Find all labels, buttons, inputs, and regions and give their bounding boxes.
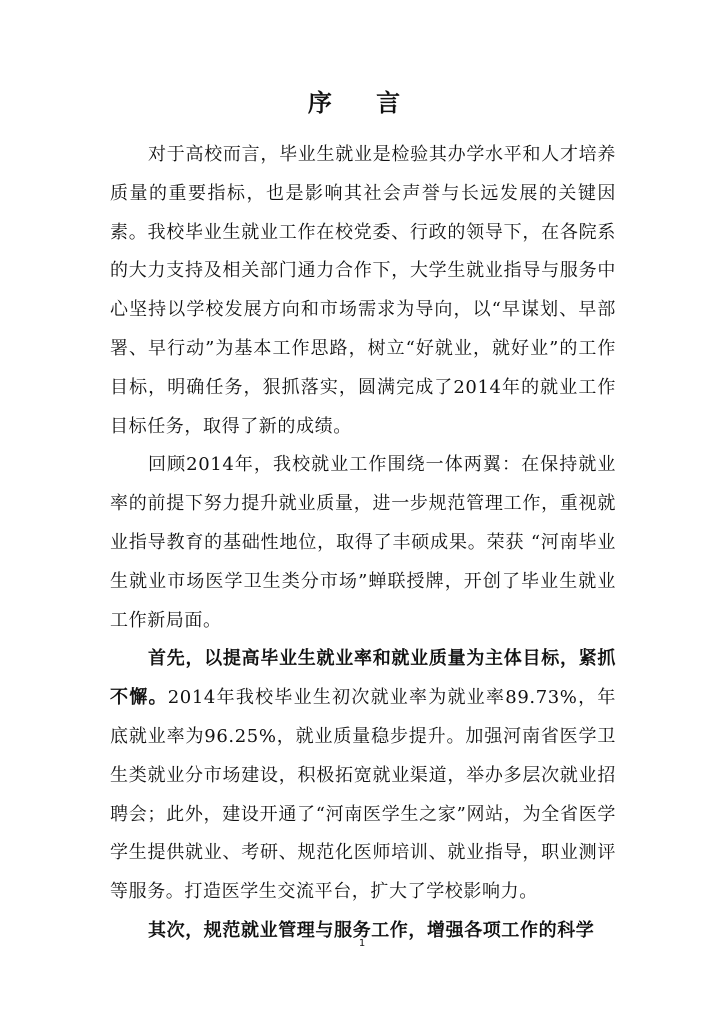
paragraph-bold-lead: 首先，以提高毕业生就业率和就业质量为主体目标，紧抓不懈。 [110, 648, 616, 709]
paragraph [110, 446, 616, 640]
paragraph-text: 对于高校而言，毕业生就业是检验其办学水平和人才培养质量的重要指标，也是影响其社会声誉与长远发展的关键因素。我校毕业生就业工作在校党委、行政的领导下，在各院系的大力支持及相关部门通力合作下，大学生就业指导与服务中心坚持以学校发展方向和市场需求为导向，以“早谋划、早部署、早行动”为基本工作思路，树立“好就业，就好业”的工作目标，明确任务，狠抓落实，圆满完成了2014年的就业工作目标任务，取得了新的成绩。 [110, 144, 616, 437]
paragraph-text: 2014年我校毕业生初次就业率为就业率89.73%，年底就业率为96.25%，就业质量稳步提升。加强河南省医学卫生类就业分市场建设，积极拓宽就业渠道，举办多层次就业招聘会；此外，建设开通了“河南医学生之家”网站，为全省医学学生提供就业、考研、规范化医师培训、就业指导，职业测评等服务。打造医学生交流平台，扩大了学校影响力。 [110, 687, 617, 903]
paragraph [110, 640, 616, 912]
paragraph-bold-lead: 其次，规范就业管理与服务工作，增强各项工作的科学 [148, 919, 595, 941]
paragraph [110, 136, 616, 446]
page-number: 1 [358, 938, 366, 949]
page-title: 序 言 [307, 89, 419, 117]
paragraph-text: 回顾2014年，我校就业工作围绕一体两翼：在保持就业率的前提下努力提升就业质量，进一步规范管理工作，重视就业指导教育的基础性地位，取得了丰硕成果。荣获 “河南毕业生就业市场医学卫生类分市场”蝉联授牌，开创了毕业生就业工作新局面。 [110, 454, 616, 631]
document-body [110, 136, 616, 951]
